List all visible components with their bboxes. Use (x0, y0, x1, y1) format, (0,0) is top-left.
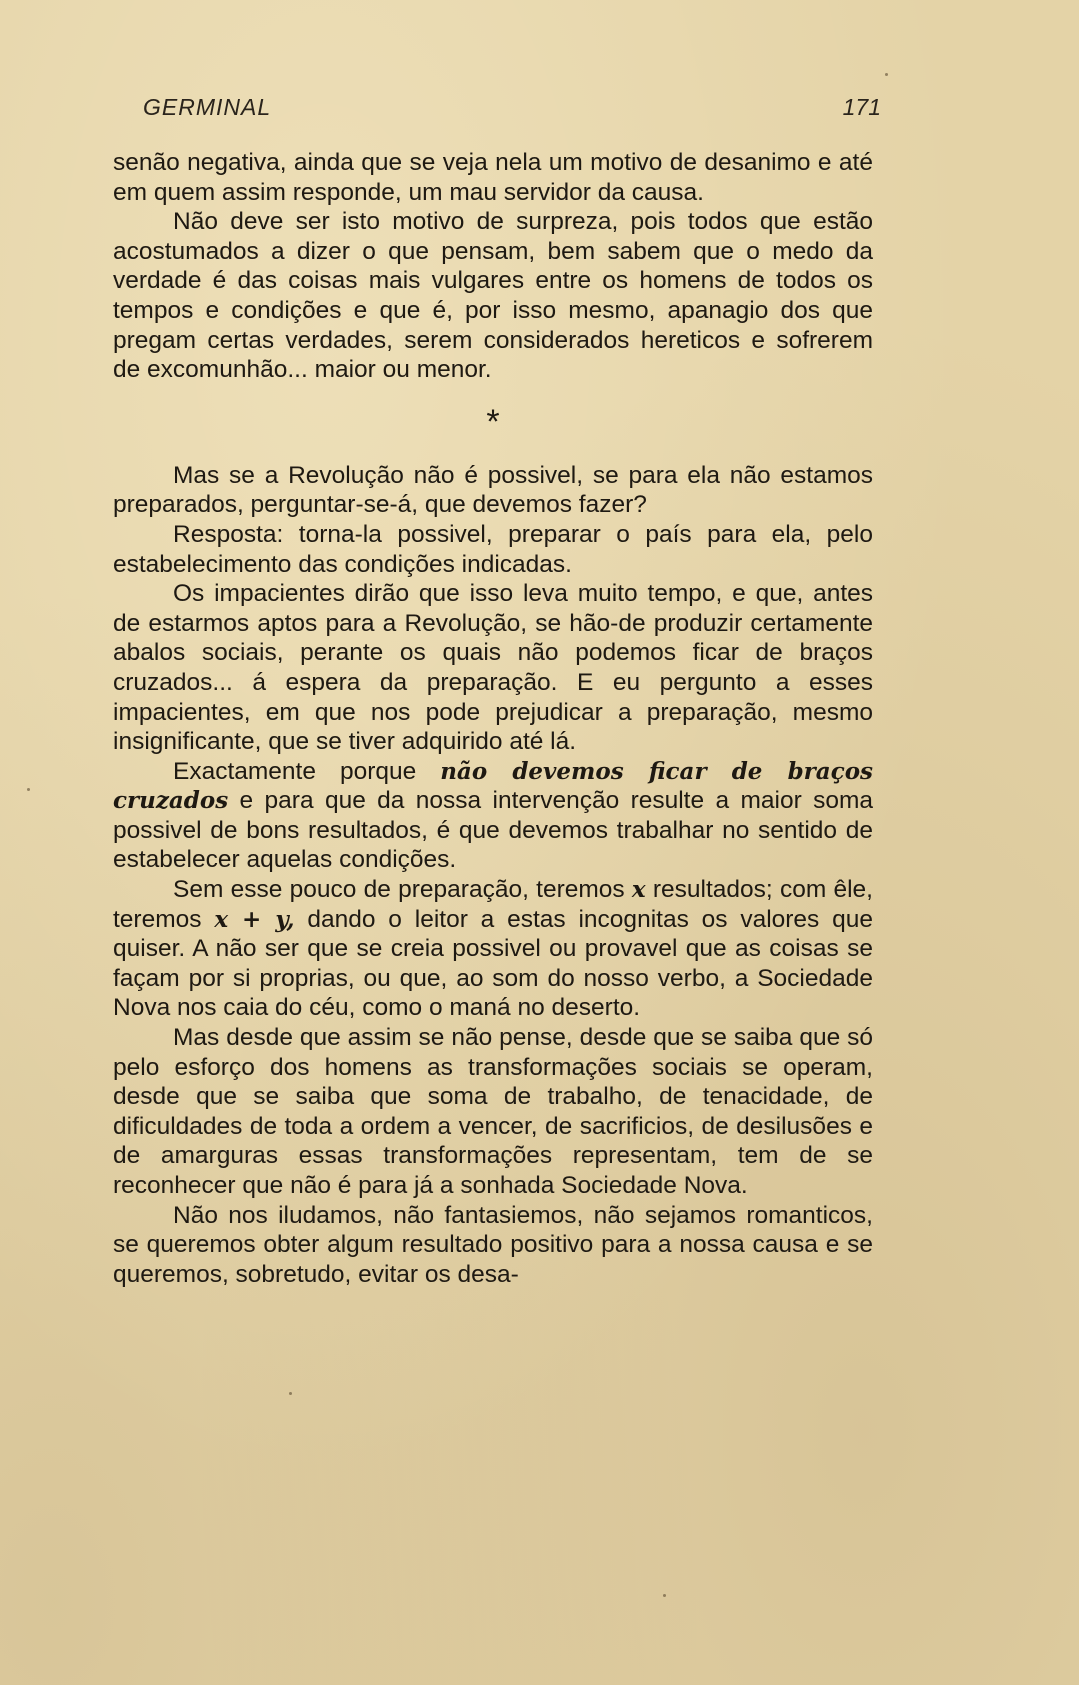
paper-speck (885, 73, 888, 76)
variable-x-plus-y: x + y, (214, 905, 295, 933)
variable-x: x (631, 876, 646, 904)
paragraph-iludamos: Não nos iludamos, não fantasiemos, não sejamos romanticos, se queremos obter algum resultado positivo para a nossa causa e se queremos, sobretudo, evitar os desa- (113, 1201, 873, 1288)
body-text (113, 148, 873, 1289)
paragraph-impacientes: Os impacientes dirão que isso leva muito tempo, e que, antes de estarmos aptos para a Revolução, se hão-de produzir certamente abalos sociais, perante os quais não podemos ficar de braços cruzados... á espera da preparação. E eu pergunto a esses impacientes, em que nos pode prejudicar a preparação, mesmo insignificante, que se tiver adquirido até lá. (113, 580, 873, 756)
paper-speck (289, 1392, 292, 1395)
page-header (143, 94, 881, 130)
running-head: GERMINAL (143, 94, 272, 120)
exactamente-text-start: Exactamente porque (173, 757, 441, 785)
paper-speck (27, 788, 30, 791)
paragraph-exactamente (113, 757, 873, 875)
paragraph-preparacao (113, 875, 873, 1023)
section-separator-asterisk: * (486, 402, 500, 441)
paragraph-desde-que: Mas desde que assim se não pense, desde que se saiba que só pelo esforço dos homens as transformações sociais se operam, desde que se saiba que soma de trabalho, de tenacidade, de dificuldades de toda a ordem a vencer, de sacrificios, de desilusões e de amarguras essas transformações representam, tem de se reconhecer que não é para já a sonhada Sociedade Nova. (113, 1024, 873, 1199)
paper-speck (663, 1594, 666, 1597)
paragraph-resposta: Resposta: torna-la possivel, preparar o país para ela, pelo estabelecimento das condições indicadas. (113, 520, 873, 578)
section-two (113, 461, 873, 1290)
preparacao-text-2: resultados; com êle, teremos (113, 876, 873, 933)
paragraph-continuation: senão negativa, ainda que se veja nela um motivo de desanimo e até em quem assim responde, um mau servidor da causa. (113, 149, 873, 206)
exactamente-italic-phrase: não devemos ficar de braços cruzados (113, 757, 873, 815)
paragraph-revolucao: Mas se a Revolução não é possivel, se para ela não estamos preparados, perguntar-se-á, que devemos fazer? (113, 461, 873, 519)
page-number: 171 (842, 94, 881, 120)
preparacao-text-1: Sem esse pouco de preparação, teremos (173, 876, 632, 904)
paragraph-surpreza: Não deve ser isto motivo de surpreza, pois todos que estão acostumados a dizer o que pensam, bem sabem que o medo da verdade é das coisas mais vulgares entre os homens de todos os tempos e condições e que é, por isso mesmo, apanagio dos que pregam certas verdades, serem considerados hereticos e sofrerem de excomunhão... maior ou menor. (113, 208, 873, 384)
preparacao-text-3: dando o leitor a estas incognitas os valores que quiser. A não ser que se creia possivel ou provavel que as coisas se façam por si proprias, ou que, ao som do nosso verbo, a Sociedade Nova nos caia do céu, como o maná no deserto. (113, 905, 874, 1022)
exactamente-text-end: e para que da nossa intervenção resulte a maior soma possivel de bons resultados, é que devemos trabalhar no sentido de estabelecer aquelas condições. (113, 787, 873, 874)
